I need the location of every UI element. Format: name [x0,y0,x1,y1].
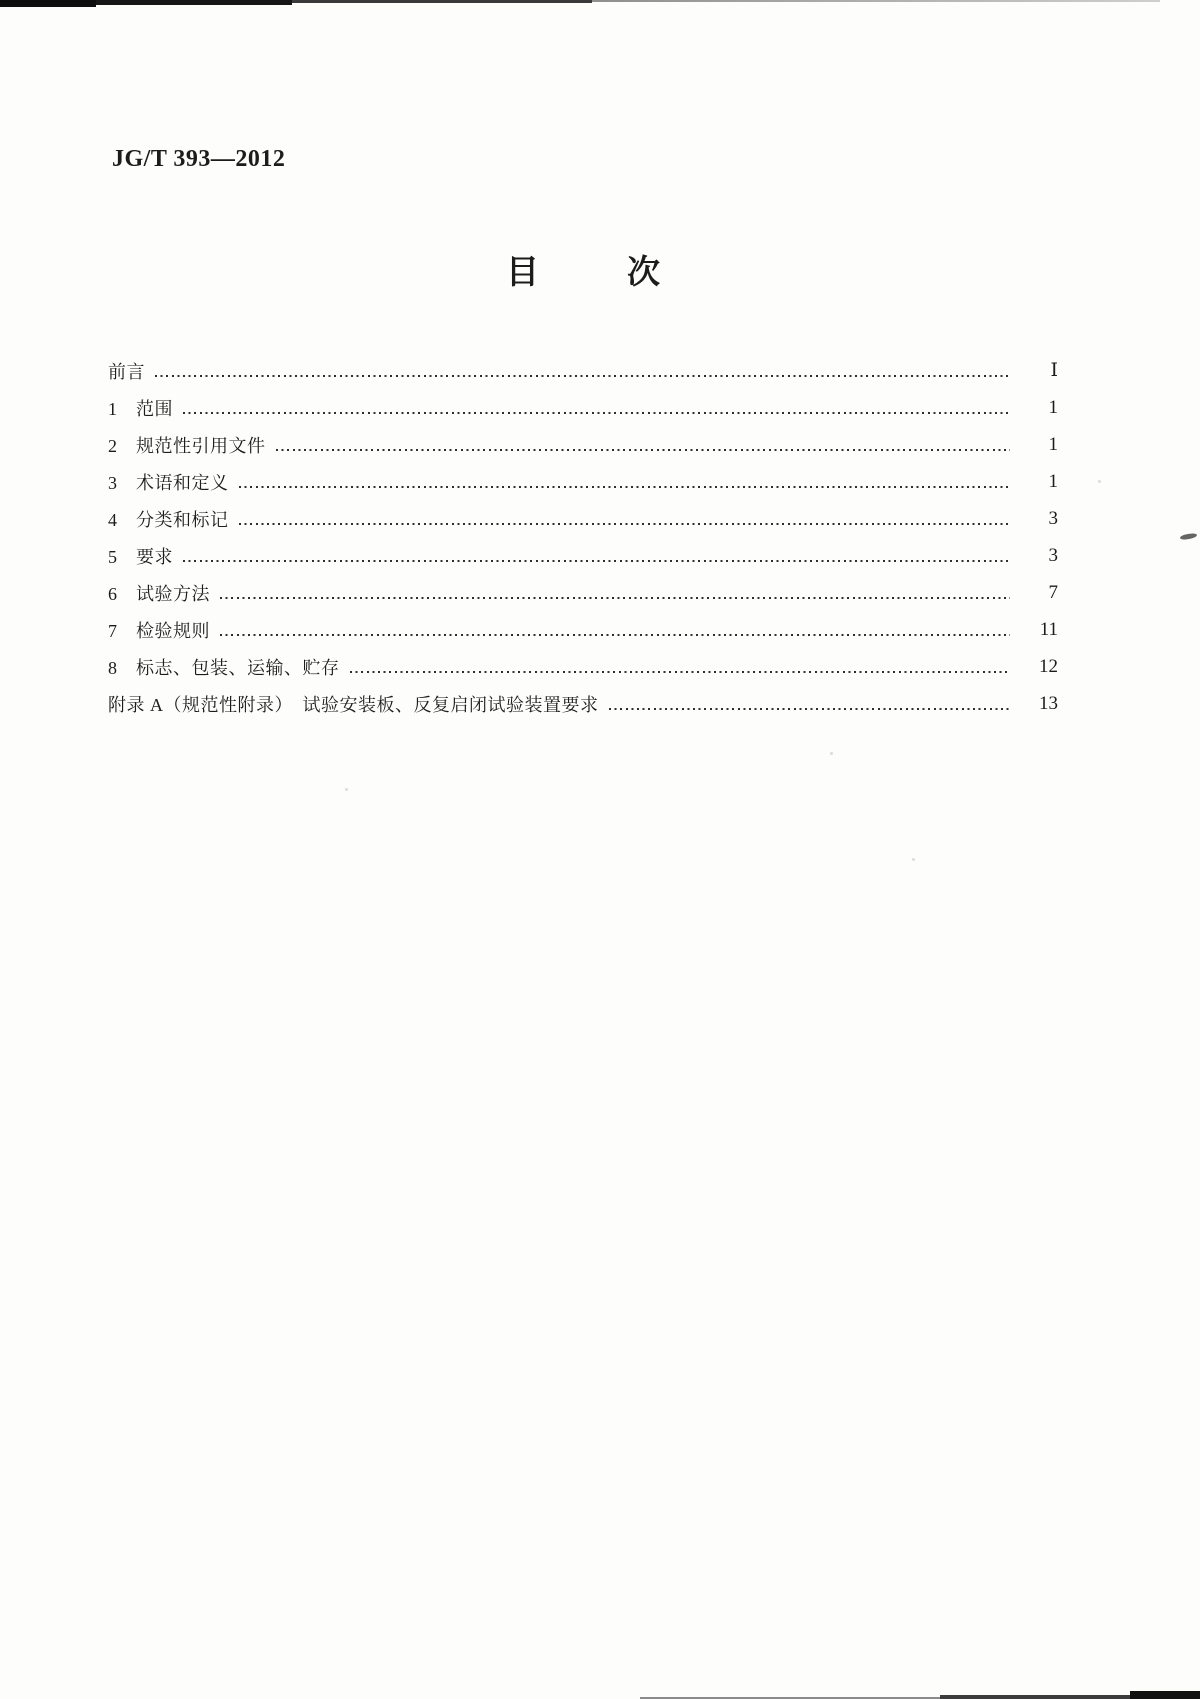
toc-entry-page: Ⅰ [1050,360,1058,381]
toc-entry-label: 8 标志、包装、运输、贮存 [108,657,340,678]
toc-entry-page: 1 [1048,433,1058,455]
dot-leader [183,412,1010,414]
toc-entry [108,389,1058,426]
toc-entry [108,648,1058,685]
dot-leader [350,671,1011,673]
toc-entry-label: 1 范围 [108,398,173,419]
toc-entry-page: 3 [1048,544,1058,566]
toc-entry-label: 3 术语和定义 [108,472,229,493]
dot-leader [239,486,1011,488]
toc-entry [108,685,1058,722]
toc-entry-page: 13 [1039,692,1058,714]
scan-artifact-top-edge [96,0,292,5]
dot-leader [183,560,1010,562]
toc-entry-label: 5 要求 [108,546,173,567]
toc-entry-page: 12 [1039,655,1058,677]
toc-entry [108,574,1058,611]
scan-artifact-bottom-edge [1130,1691,1200,1699]
scan-artifact-smudge [1180,533,1198,541]
toc-entry-page: 1 [1048,396,1058,418]
dot-leader [220,597,1010,599]
toc-entry-label: 6 试验方法 [108,583,210,604]
page-title-char: 目 [506,255,539,291]
toc-entry-page: 1 [1048,470,1058,492]
toc-entry [108,426,1058,463]
scan-artifact-speck [1098,480,1101,483]
dot-leader [155,375,1010,377]
scan-artifact-bottom-edge [940,1695,1130,1699]
toc-entry-label: 7 检验规则 [108,620,210,641]
toc-entry [108,352,1058,389]
scan-artifact-top-edge [592,0,1160,2]
toc-entry [108,463,1058,500]
toc-entry-page: 11 [1039,618,1058,640]
toc-entry [108,500,1058,537]
toc-entry [108,611,1058,648]
toc-entry-page: 7 [1048,581,1058,603]
dot-leader [239,523,1011,525]
dot-leader [609,708,1011,710]
dot-leader [276,449,1011,451]
scan-artifact-speck [912,858,915,861]
scan-artifact-speck [830,752,833,755]
toc-entry-label: 2 规范性引用文件 [108,435,266,456]
scan-artifact-speck [345,788,348,791]
table-of-contents [108,352,1058,722]
toc-entry-page: 3 [1048,507,1058,529]
document-code: JG/T 393—2012 [112,146,286,172]
dot-leader [220,634,1010,636]
page-title [108,246,1058,293]
scan-artifact-top-edge [0,0,96,7]
toc-entry [108,537,1058,574]
page-title-char: 次 [627,255,660,291]
toc-entry-label: 前言 [108,361,145,382]
toc-entry-label: 4 分类和标记 [108,509,229,530]
toc-entry-label: 附录 A（规范性附录） 试验安装板、反复启闭试验装置要求 [108,694,599,715]
scan-artifact-top-edge [292,0,592,3]
